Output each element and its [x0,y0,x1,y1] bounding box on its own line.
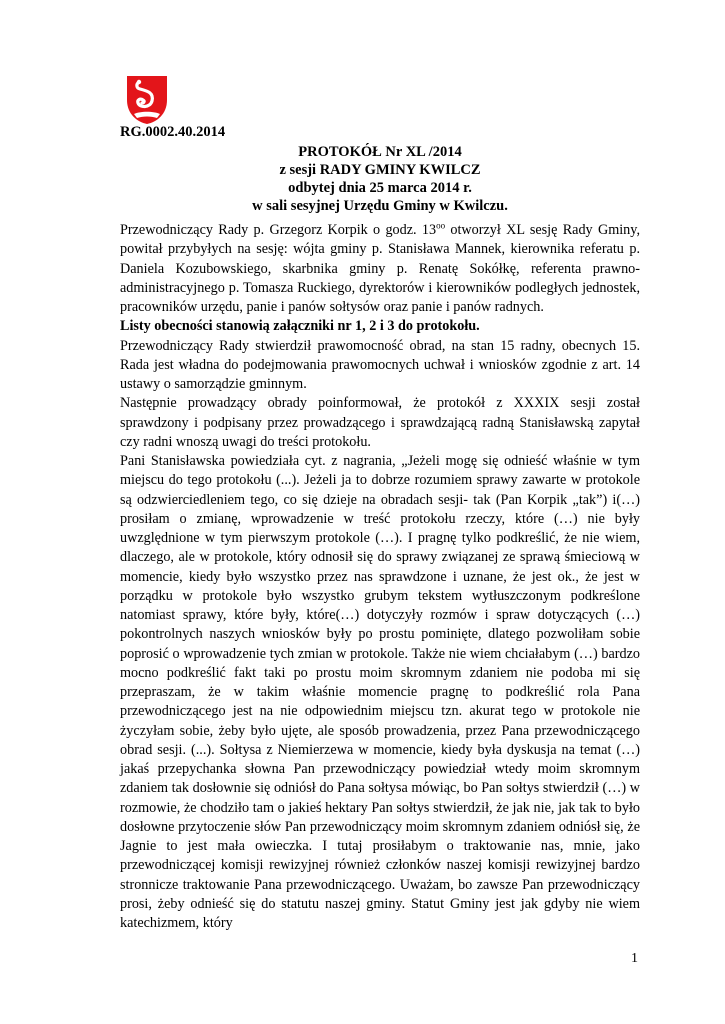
title-line-3: odbytej dnia 25 marca 2014 r. [288,180,472,196]
document-body [120,221,640,933]
title-line-2: z sesji RADY GMINY KWILCZ [279,162,481,178]
title-line-4: w sali sesyjnej Urzędu Gminy w Kwilczu. [252,198,508,214]
quorum-paragraph: Przewodniczący Rady stwierdził prawomocność obrad, na stan 15 radny, obecnych 15. Rada jest władna do podejmowania prawomocnych uchwał i wniosków zgodnie z art. 14 ustawy o samorządzie gminnym. [120,337,640,392]
title-line-1: PROTOKÓŁ Nr XL /2014 [298,144,462,160]
coat-of-arms-icon [124,74,170,126]
statement-paragraph: Pani Stanisławska powiedziała cyt. z nagrania, „Jeżeli mogę się odnieść właśnie w tym miejscu do tego protokołu (...). Jeżeli ja to dobrze rozumiem sprawy zawarte w protokole są odzwierciedleniem tego, co się dzieje na obradach sesji- tak (Pan Korpik „tak”) i(…) prosiłam o zmianę, wprowadzenie w treść protokołu rzeczy, które (…) nie były uwzględnione w tym pierwszym protokole (…). I pragnę tylko podkreślić, że nie wiem, dlaczego, ale w protokole, który odnosił się do sprawy związanej ze sprawą śmieciową w momencie, kiedy było wszystko przez nas sprawdzone i uznane, że jest ok., że jest w porządku w protokole było wszystko grubym tekstem wytłuszczonym podkreślone natomiast sprawy, które były, które(…) dotyczyły rozmów i spraw dotyczących (…) pokontrolnych naszych wniosków były po prostu pominięte, dlatego pozwoliłam sobie poprosić o wprowadzenie tych zmian w protokole. Także nie wiem chciałabym (…) bardzo mocno podkreślić fakt taki po prostu moim skromnym zdaniem nie podoba mi się przepraszam, że w takim właśnie momencie pragnę to podkreślić rola Pana przewodniczącego jest na nie odpowiednim miejscu tzn. akurat tego w protokole nie życzyłam sobie, żeby było ujęte, ale sposób prowadzenia, przez Pana przewodniczącego obrad sesji. (...). Sołtysa z Niemierzewa w momencie, kiedy była dyskusja na temat (…) jakaś przepychanka słowna Pan przewodniczący powiedział wtedy moim skromnym zdaniem tak dosłownie się odniósł do Pana sołtysa mówiąc, bo Pan sołtys stwierdził (…) w rozmowie, że chodziło tam o jakieś hektary Pan sołtys stwierdził, że jak nie, jak tak to było dosłowne przytoczenie słów Pan przewodniczący moim skromnym zdaniem odniósł się, że Jagnie to jest mała owieczka. I tutaj prosiłabym o traktowanie nas, mnie, jako przewodniczącej komisji rewizyjnej również członków naszej komisji rewizyjnej bardzo stronnicze traktowanie Pana przewodniczącego. Uważam, bo zawsze Pan przewodniczący prosi, żeby odnieść się do statutu naszej gminy. Statut Gminy jest jak gdyby nie wiem katechizmem, który [120,453,640,931]
attendance-note: Listy obecności stanowią załączniki nr 1, 2 i 3 do protokołu. [120,318,480,335]
document-title [120,143,640,215]
document-reference: RG.0002.40.2014 [120,124,226,140]
time-superscript: oo [436,220,446,231]
page-number: 1 [631,951,638,966]
minutes-review-paragraph: Następnie prowadzący obrady poinformował, że protokół z XXXIX sesji został sprawdzony i podpisany przez prowadzącego i sprawdzającą radną Stanisławską zapytał czy radni wnoszą uwagi do treści protokołu. [120,395,640,450]
opening-paragraph: Przewodniczący Rady p. Grzegorz Korpik o godz. $13^{oo}$ otworzył XL sesję Rady Gminy, powitał przybyłych na sesję: wójta gminy p. Stanisława Mannek, kierownika referatu p. Daniela Kozubowskiego, skarbnika gminy p. Renatę Sokółkę, referenta prawno-administracyjnego p. Tomasza Ruckiego, dyrektorów i kierowników podległych jednostek, pracowników urzędu, panie i panów sołtysów oraz panie i panów radnych. [120,220,640,315]
